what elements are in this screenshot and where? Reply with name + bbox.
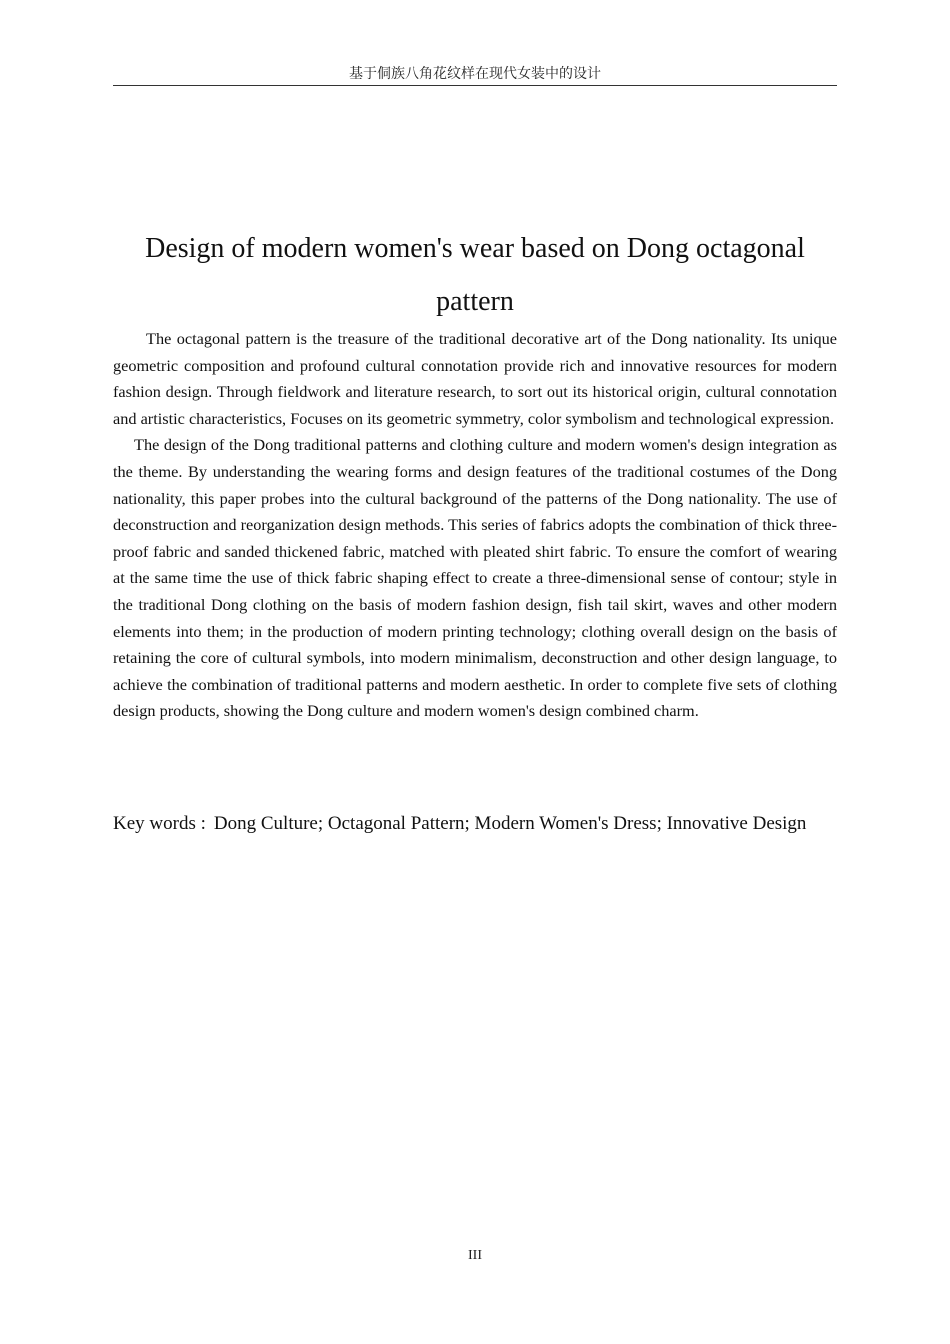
abstract-body [113,326,837,725]
paper-title [113,222,837,328]
paper-title-line-2: pattern [436,286,514,317]
page-number: III [468,1248,482,1263]
header-rule [113,85,837,86]
paper-title-line-1: Design of modern women's wear based on Dong octagonal [145,233,805,264]
running-header: 基于侗族八角花纹样在现代女装中的设计 [349,67,601,82]
keywords-text: Dong Culture; Octagonal Pattern; Modern Women's Dress; Innovative Design [213,813,807,834]
abstract-paragraph-2: The design of the Dong traditional patterns and clothing culture and modern women's design integration as the theme. By understanding the wearing forms and design features of the traditional costumes of the Dong nationality, this paper probes into the cultural background of the patterns of the Dong nationality. The use of deconstruction and reorganization design methods. This series of fabrics adopts the combination of thick three-proof fabric and sanded thickened fabric, matched with pleated shirt fabric. To ensure the comfort of wearing at the same time the use of thick fabric shaping effect to create a three-dimensional sense of contour; style in the traditional Dong clothing on the basis of modern fashion design, fish tail skirt, waves and other modern elements into them; in the production of modern printing technology; clothing overall design on the basis of retaining the core of cultural symbols, into modern minimalism, deconstruction and other design language, to achieve the combination of traditional patterns and modern aesthetic. In order to complete five sets of clothing design products, showing the Dong culture and modern women's design combined charm. [113,435,837,721]
abstract-paragraph-1: The octagonal pattern is the treasure of the traditional decorative art of the Dong nationality. Its unique geometric composition and profound cultural connotation provide rich and innovative resources for modern fashion design. Through fieldwork and literature research, to sort out its historical origin, cultural connotation and artistic characteristics, Focuses on its geometric symmetry, color symbolism and technological expression. [113,329,837,428]
keywords-line [113,811,853,837]
keywords-label: Key words : [113,813,206,834]
